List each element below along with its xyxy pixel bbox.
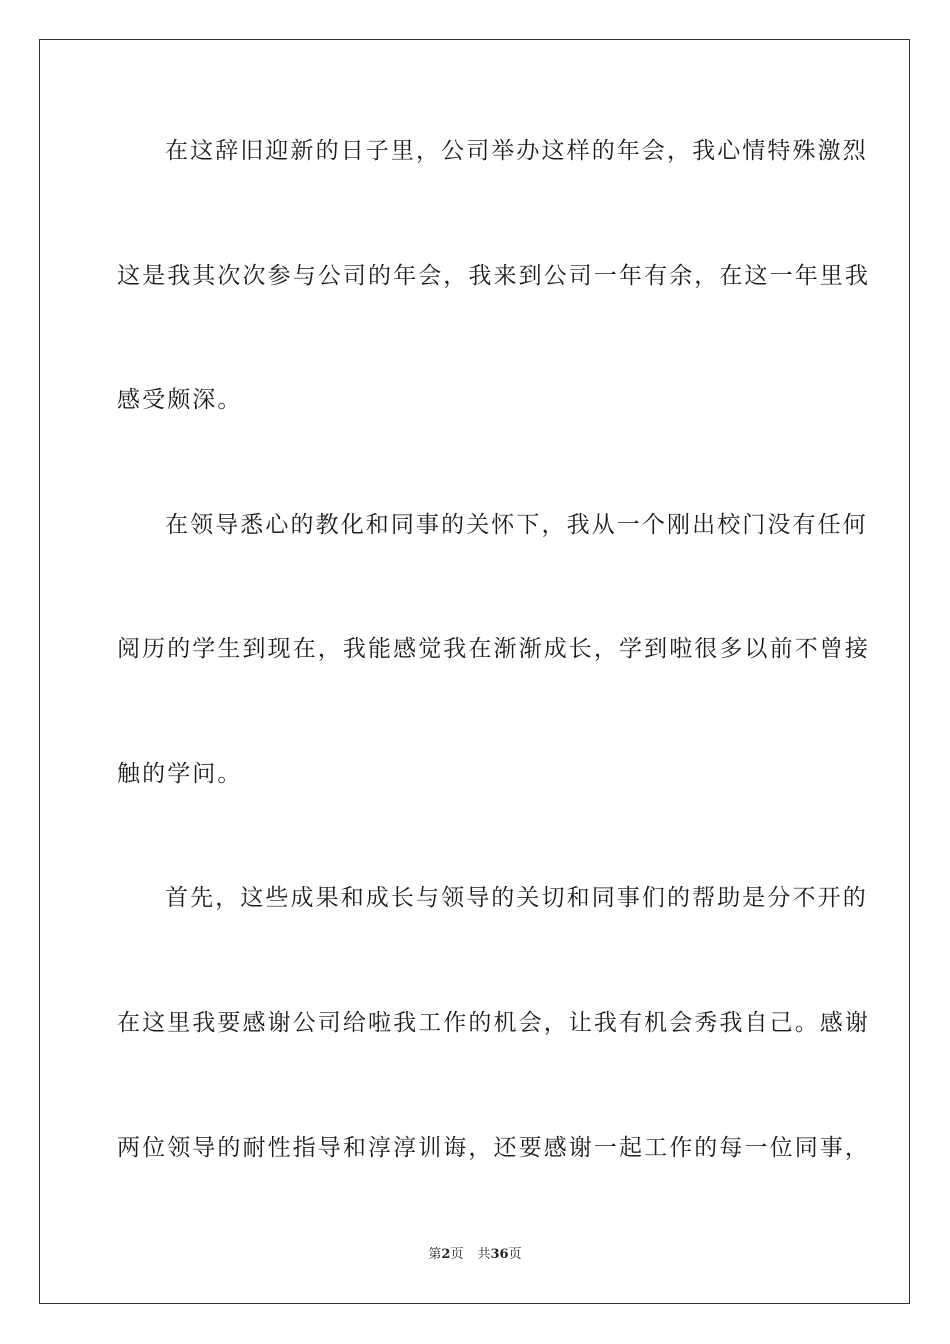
text-line: 在这辞旧迎新的日子里，公司举办这样的年会，我心情特殊激烈 [165, 138, 868, 164]
footer-page-prefix: 第 [428, 1247, 442, 1262]
text-line: 这是我其次次参与公司的年会，我来到公司一年有余，在这一年里我 [117, 263, 870, 289]
footer-page-suffix: 页 [450, 1247, 464, 1262]
footer-total-suffix: 页 [508, 1247, 522, 1262]
text-line: 首先，这些成果和成长与领导的关切和同事们的帮助是分不开的 [165, 885, 868, 911]
footer-page-current: 2 [441, 1247, 451, 1262]
page-footer [0, 1246, 950, 1264]
text-line: 两位领导的耐性指导和淳淳训诲，还要感谢一起工作的每一位同事， [117, 1135, 870, 1161]
footer-total-prefix: 共 [477, 1247, 491, 1262]
page-border [39, 39, 910, 1304]
footer-page-total: 36 [490, 1247, 509, 1262]
text-line: 在这里我要感谢公司给啦我工作的机会，让我有机会秀我自己。感谢 [117, 1010, 870, 1036]
text-line: 触的学问。 [117, 761, 243, 787]
text-line: 在领导悉心的教化和同事的关怀下，我从一个刚出校门没有任何 [165, 512, 868, 538]
text-line: 阅历的学生到现在，我能感觉我在渐渐成长，学到啦很多以前不曾接 [117, 636, 870, 662]
text-line: 感受颇深。 [117, 387, 243, 413]
